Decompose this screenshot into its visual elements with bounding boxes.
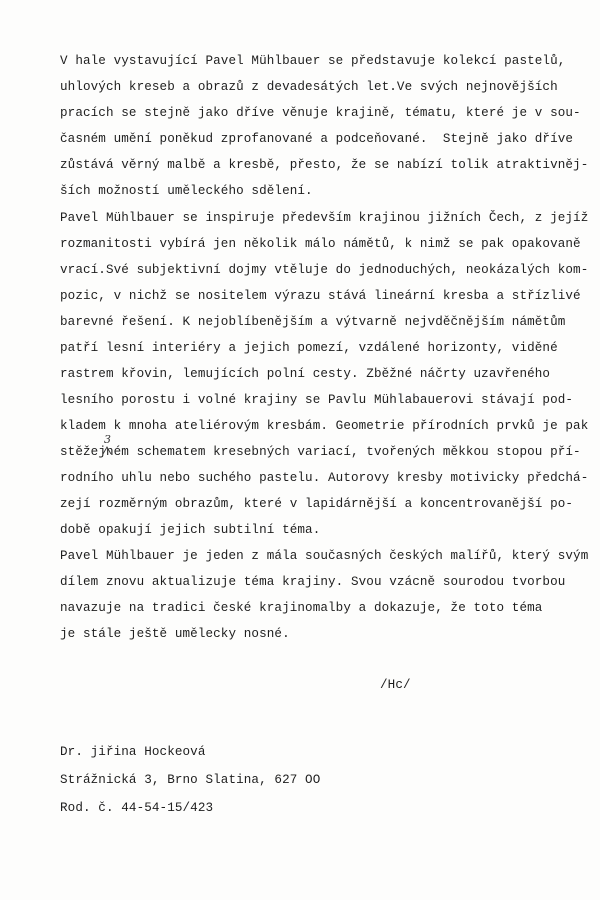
text-line: patří lesní interiéry a jejich pomezí, vzdálené horizonty, viděné [60, 341, 558, 355]
text-line: uhlových kreseb a obrazů z devadesátých let.Ve svých nejnovějších [60, 80, 558, 94]
signature-initials: /Hc/ [380, 678, 411, 692]
text-line: rastrem křovin, lemujících polní cesty. Zběžné náčrty uzavřeného [60, 367, 551, 381]
text-line: době opakují jejich subtilní téma. [60, 523, 321, 537]
text-line: lesního porostu i volné krajiny se Pavlu Mühlabauerovi stávají pod- [60, 393, 574, 407]
text-line: dílem znovu aktualizuje téma krajiny. Svou vzácně sourodou tvorbou [60, 575, 566, 589]
text-line: pracích se stejně jako dříve věnuje krajině, tématu, které je v sou- [60, 106, 581, 120]
author-name: Dr. jiřina Hockeová [60, 745, 206, 759]
text-line: barevné řešení. K nejoblíbenějším a výtvarně nejvděčnějším námětům [60, 315, 566, 329]
author-address: Strážnická 3, Brno Slatina, 627 OO [60, 773, 321, 787]
text-line: kladem k mnoha ateliérovým kresbám. Geometrie přírodních prvků je pak [60, 419, 589, 433]
text-line: V hale vystavující Pavel Mühlbauer se představuje kolekcí pastelů, [60, 54, 566, 68]
text-line: vrací.Své subjektivní dojmy vtěluje do jednoduchých, neokázalých kom- [60, 263, 589, 277]
text-line: rozmanitosti vybírá jen několik málo námětů, k nimž se pak opakovaně [60, 237, 581, 251]
text-line: rodního uhlu nebo suchého pastelu. Autorovy kresby motivicky předchá- [60, 471, 589, 485]
text-line: stěžejném schematem kresebných variací, tvořených měkkou stopou pří- [60, 445, 581, 459]
text-line: navazuje na tradici české krajinomalby a dokazuje, že toto téma [60, 601, 543, 615]
handwritten-insertion-mark: 3 [104, 433, 112, 446]
text-line: zejí rozměrným obrazům, které v lapidárnější a koncentrovanější po- [60, 497, 574, 511]
text-line: zůstává věrný malbě a kresbě, přesto, že se nabízí tolik atraktivněj- [60, 158, 589, 172]
text-line: Pavel Mühlbauer je jeden z mála současných českých malířů, který svým [60, 549, 589, 563]
author-birth-number: Rod. č. 44-54-15/423 [60, 801, 214, 815]
text-line: je stále ještě umělecky nosné. [60, 627, 290, 641]
text-line: Pavel Mühlbauer se inspiruje především krajinou jižních Čech, z jejíž [60, 211, 589, 225]
text-line: časném umění poněkud zprofanované a podceňované. Stejně jako dříve [60, 132, 574, 146]
text-line: ších možností uměleckého sdělení. [60, 184, 313, 198]
text-line: pozic, v nichž se nositelem výrazu stává lineární kresba a střízlivé [60, 289, 581, 303]
insertion-caret-icon [102, 445, 112, 455]
